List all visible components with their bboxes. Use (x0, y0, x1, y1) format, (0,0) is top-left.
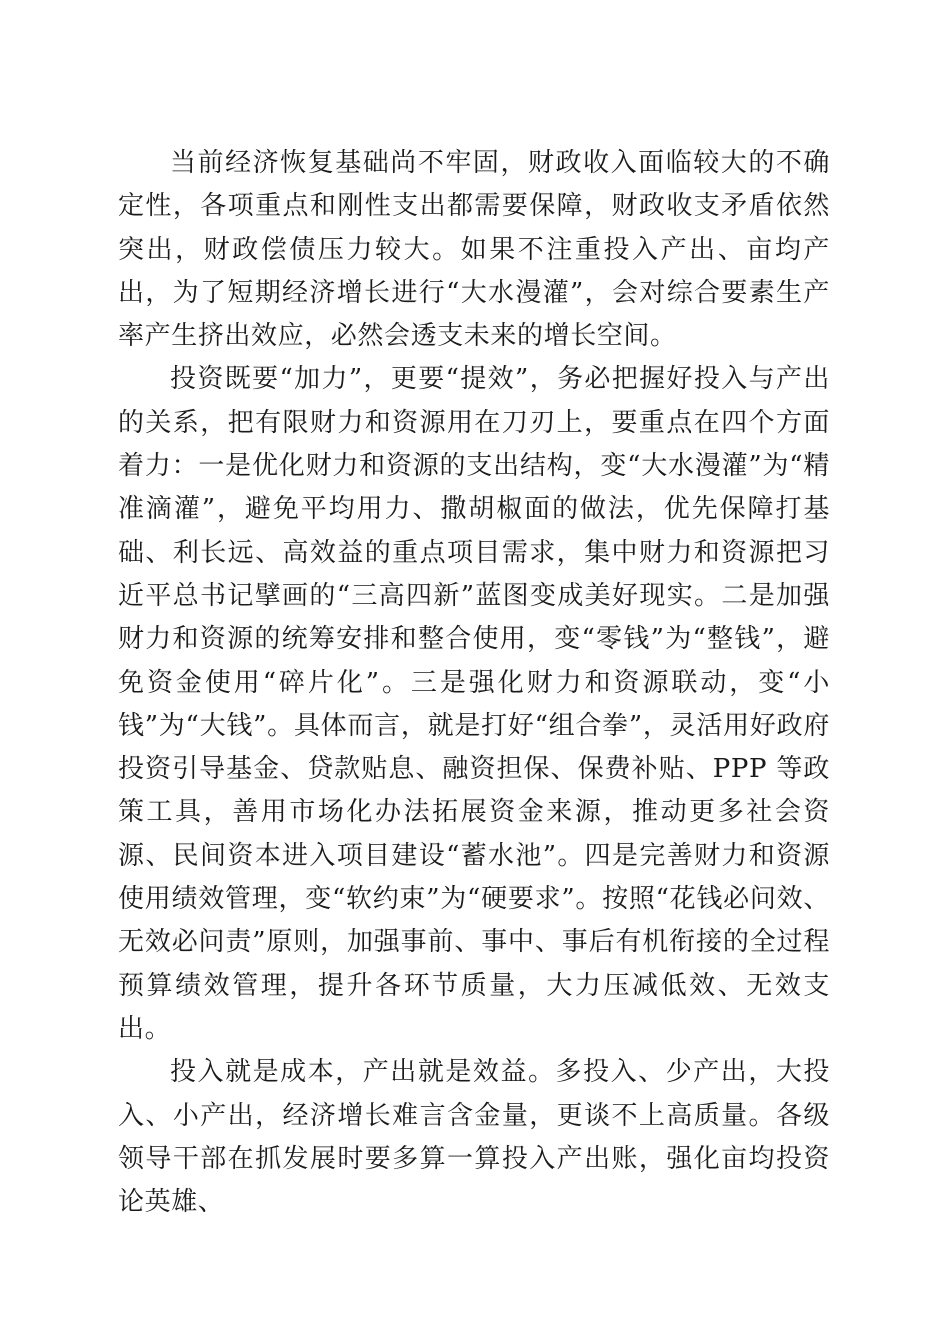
paragraph-1: 当前经济恢复基础尚不牢固，财政收入面临较大的不确定性，各项重点和刚性支出都需要保障，财政收支矛盾依然突出，财政偿债压力较大。如果不注重投入产出、亩均产出，为了短期经济增长进行“大水漫灌”，会对综合要素生产率产生挤出效应，必然会透支未来的增长空间。 (118, 148, 830, 352)
document-body (118, 142, 830, 1224)
paragraph-3: 投入就是成本，产出就是效益。多投入、少产出，大投入、小产出，经济增长难言含金量，更谈不上高质量。各级领导干部在抓发展时要多算一算投入产出账，强化亩均投资论英雄、 (118, 1057, 830, 1218)
paragraph-2: 投资既要“加力”，更要“提效”，务必把握好投入与产出的关系，把有限财力和资源用在刀刃上，要重点在四个方面着力：一是优化财力和资源的支出结构，变“大水漫灌”为“精准滴灌”，避免平均用力、撒胡椒面的做法，优先保障打基础、利长远、高效益的重点项目需求，集中财力和资源把习近平总书记擘画的“三高四新”蓝图变成美好现实。二是加强财力和资源的统筹安排和整合使用，变“零钱”为“整钱”，避免资金使用“碎片化”。三是强化财力和资源联动，变“小钱”为“大钱”。具体而言，就是打好“组合拳”，灵活用好政府投资引导基金、贷款贴息、融资担保、保费补贴、PPP 等政策工具，善用市场化办法拓展资金来源，推动更多社会资源、民间资本进入项目建设“蓄水池”。四是完善财力和资源使用绩效管理，变“软约束”为“硬要求”。按照“花钱必问效、无效必问责”原则，加强事前、事中、事后有机衔接的全过程预算绩效管理，提升各环节质量，大力压减低效、无效支出。 (118, 364, 830, 1044)
